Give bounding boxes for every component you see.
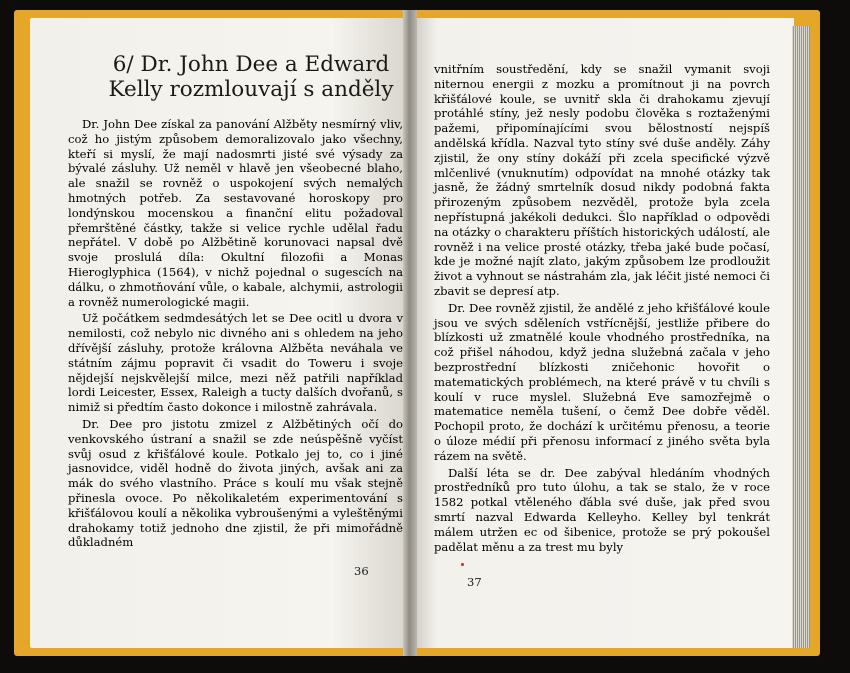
chapter-title-line-2: Kelly rozmlouvají s anděly	[108, 77, 394, 102]
right-page-text	[434, 62, 770, 554]
left-page-text	[68, 117, 403, 550]
book-spine	[403, 10, 417, 656]
ink-dot	[461, 563, 464, 566]
paragraph: Dr. John Dee získal za panování Alžběty nesmírný vliv, což ho jistým způsobem demoralizovalo jako všechny, kteří si myslí, že mají nadosmrti jisté své výsady za bývalé zásluhy. Už neměl v hlavě jen všeobecné blaho, ale snažil se rovněž o uspokojení svých nemalých hmotných potřeb. Za sestavované horoskopy pro londýnskou mocenskou a finanční elitu požadoval přemrštěné částky, takže si velice rychle udělal řadu nepřátel. V době po Alžbětině korunovaci napsal dvě svoje proslulá díla: Okultní filozofii a Monas Hieroglyphica (1564), v nichž pojednal o sugescích na dálku, o zhmotňování vůle, o kabale, alchymii, astrologii a rovněž numerologické magii.	[68, 117, 403, 309]
paragraph: vnitřním soustředění, kdy se snažil vymanit svoji niternou energii z mozku a promítnout ji na povrch křišťálové koule, se uvnitř skla či drahokamu zjevují protáhlé stíny, jež nesly podobu člověka s roztaženými pažemi, připomínajícími svou bělostností nejspíš andělská křídla. Nazval tyto stíny své duše anděly. Záhy zjistil, že ony stíny dokáží při zcela specifické výzvě mlčenlivé (vnuknutím) odpovídat na mnohé otázky tak jasně, že žádný smrtelník dosud nikdy podobná fakta přirozeným způsobem nezvěděl, protože byla zcela nepřístupná jakékoli dedukci. Šlo například o odpovědi na otázky o charakteru příštích historických událostí, ale rovněž i na velice prosté otázky, třeba jaké bude počasí, kde je možné najít zlato, jakým způsobem lze prodloužit život a vyhnout se nástrahám zla, jak léčit jisté nemoci či zbavit se depresí atp.	[434, 62, 770, 298]
chapter-title-line-1: 6/ Dr. John Dee a Edward	[112, 52, 390, 77]
page-number-right: 37	[467, 575, 482, 589]
paragraph: Už počátkem sedmdesátých let se Dee ocitl u dvora v nemilosti, což nebylo nic divného ani s ohledem na jeho dřívější zásluhy, protože královna Alžběta neváhala ve státním zájmu popravit či vsadit do Toweru i svoje nějdejší nejskvělejší milce, mezi něž patřili například lordi Leicester, Essex, Raleigh a tucty dalších dvořanů, s nimiž si předtím často dokonce i milostně zahrávala.	[68, 311, 403, 415]
chapter-title	[86, 52, 416, 102]
paragraph: Dr. Dee rovněž zjistil, že andělé z jeho křišťálové koule jsou ve svých sděleních vstřícnější, jestliže přibere do blízkosti už zmatnělé koule vhodného prostředníka, na což přišel náhodou, když jedna služebná začala v jeho bezprostřední blízkosti zničehonic hovořit o matematických problémech, na které právě v tu chvíli s koulí v ruce myslel. Služebná Eve samozřejmě o matematice neměla tušení, o čemž Dee dobře věděl. Pochopil proto, že dochází k určitému přenosu, a teorie o úloze médií při přenosu informací z jiného světa byla rázem na světě.	[434, 300, 770, 463]
page-edges	[792, 26, 810, 648]
page-number-left: 36	[354, 564, 369, 578]
paragraph: Další léta se dr. Dee zabýval hledáním vhodných prostředníků pro tuto úlohu, a tak se stalo, že v roce 1582 potkal vtěleného ďábla své duše, jak před svou smrtí nazval Edwarda Kelleyho. Kelley byl tenkrát málem utržen ec od šibenice, protože se prý pokoušel padělat měnu a za trest mu byly	[434, 465, 770, 554]
paragraph: Dr. Dee pro jistotu zmizel z Alžbětiných očí do venkovského ústraní a snažil se zde neúspěšně vyčíst svůj osud z křišťálové koule. Potkalo jej to, co i jiné jasnovidce, viděl hodně do života jiných, avšak ani za mák do svého vlastního. Práce s koulí mu však stejně přinesla ovoce. Po několikaletém experimentování s křišťálovou koulí a několika vybroušenými a vyleštěnými drahokamy totiž jednoho dne zjistil, že při mimořádně důkladném	[68, 416, 403, 550]
